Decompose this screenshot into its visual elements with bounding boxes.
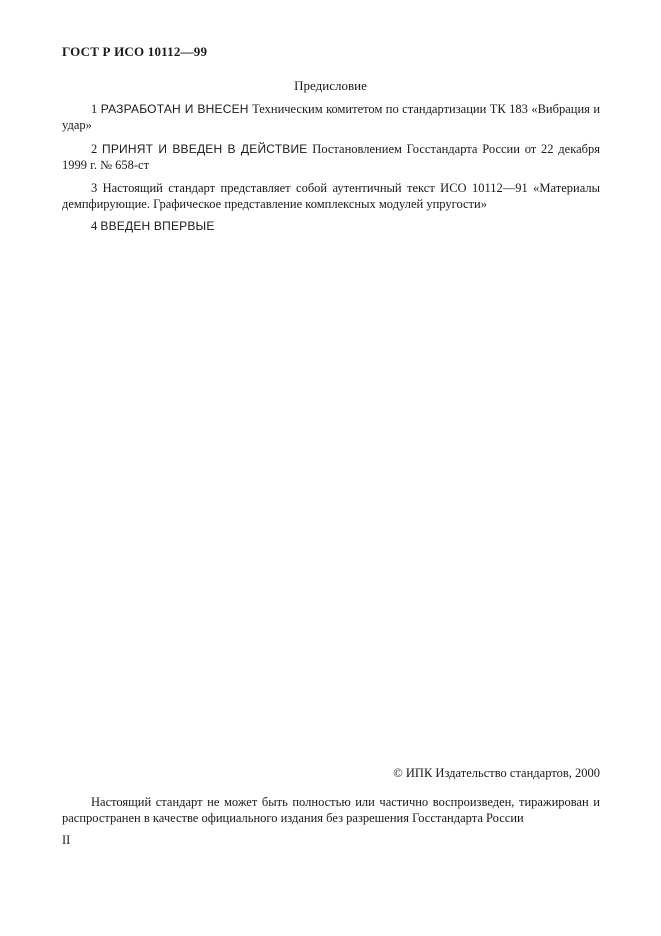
paragraph-text: Постановлением Госстандарта России от 22 декабря 1999 г. № 658-ст: [62, 142, 600, 172]
paragraph-caps: РАЗРАБОТАН И ВНЕСЕН: [100, 102, 249, 116]
paragraph-2: [62, 141, 600, 173]
paragraph-caps: ВВЕДЕН ВПЕРВЫЕ: [100, 219, 215, 233]
paragraph-number: 3: [91, 181, 98, 195]
paragraph-4: [62, 218, 600, 234]
paragraph-text: Техническим комитетом по стандартизации ТК 183 «Вибрация и удар»: [62, 102, 601, 132]
paragraph-number: 1: [91, 102, 98, 116]
reproduction-notice: Настоящий стандарт не может быть полностью или частично воспроизведен, тиражирован и распространен в качестве официального издания без разрешения Госстандарта России: [62, 795, 600, 825]
paragraph-1: [62, 101, 600, 133]
page-title: Предисловие: [294, 78, 367, 93]
page-number: II: [62, 833, 71, 847]
paragraph-caps: ПРИНЯТ И ВВЕДЕН В ДЕЙСТВИЕ: [102, 142, 308, 156]
document-code: ГОСТ Р ИСО 10112—99: [62, 44, 208, 59]
paragraph-3: [62, 180, 600, 212]
copyright-line: © ИПК Издательство стандартов, 2000: [393, 766, 600, 780]
paragraph-number: 2: [91, 142, 98, 156]
paragraph-number: 4: [91, 219, 98, 233]
paragraph-text: Настоящий стандарт представляет собой аутентичный текст ИСО 10112—91 «Материалы демпфирующие. Графическое представление комплексных модулей упругости»: [62, 181, 600, 211]
